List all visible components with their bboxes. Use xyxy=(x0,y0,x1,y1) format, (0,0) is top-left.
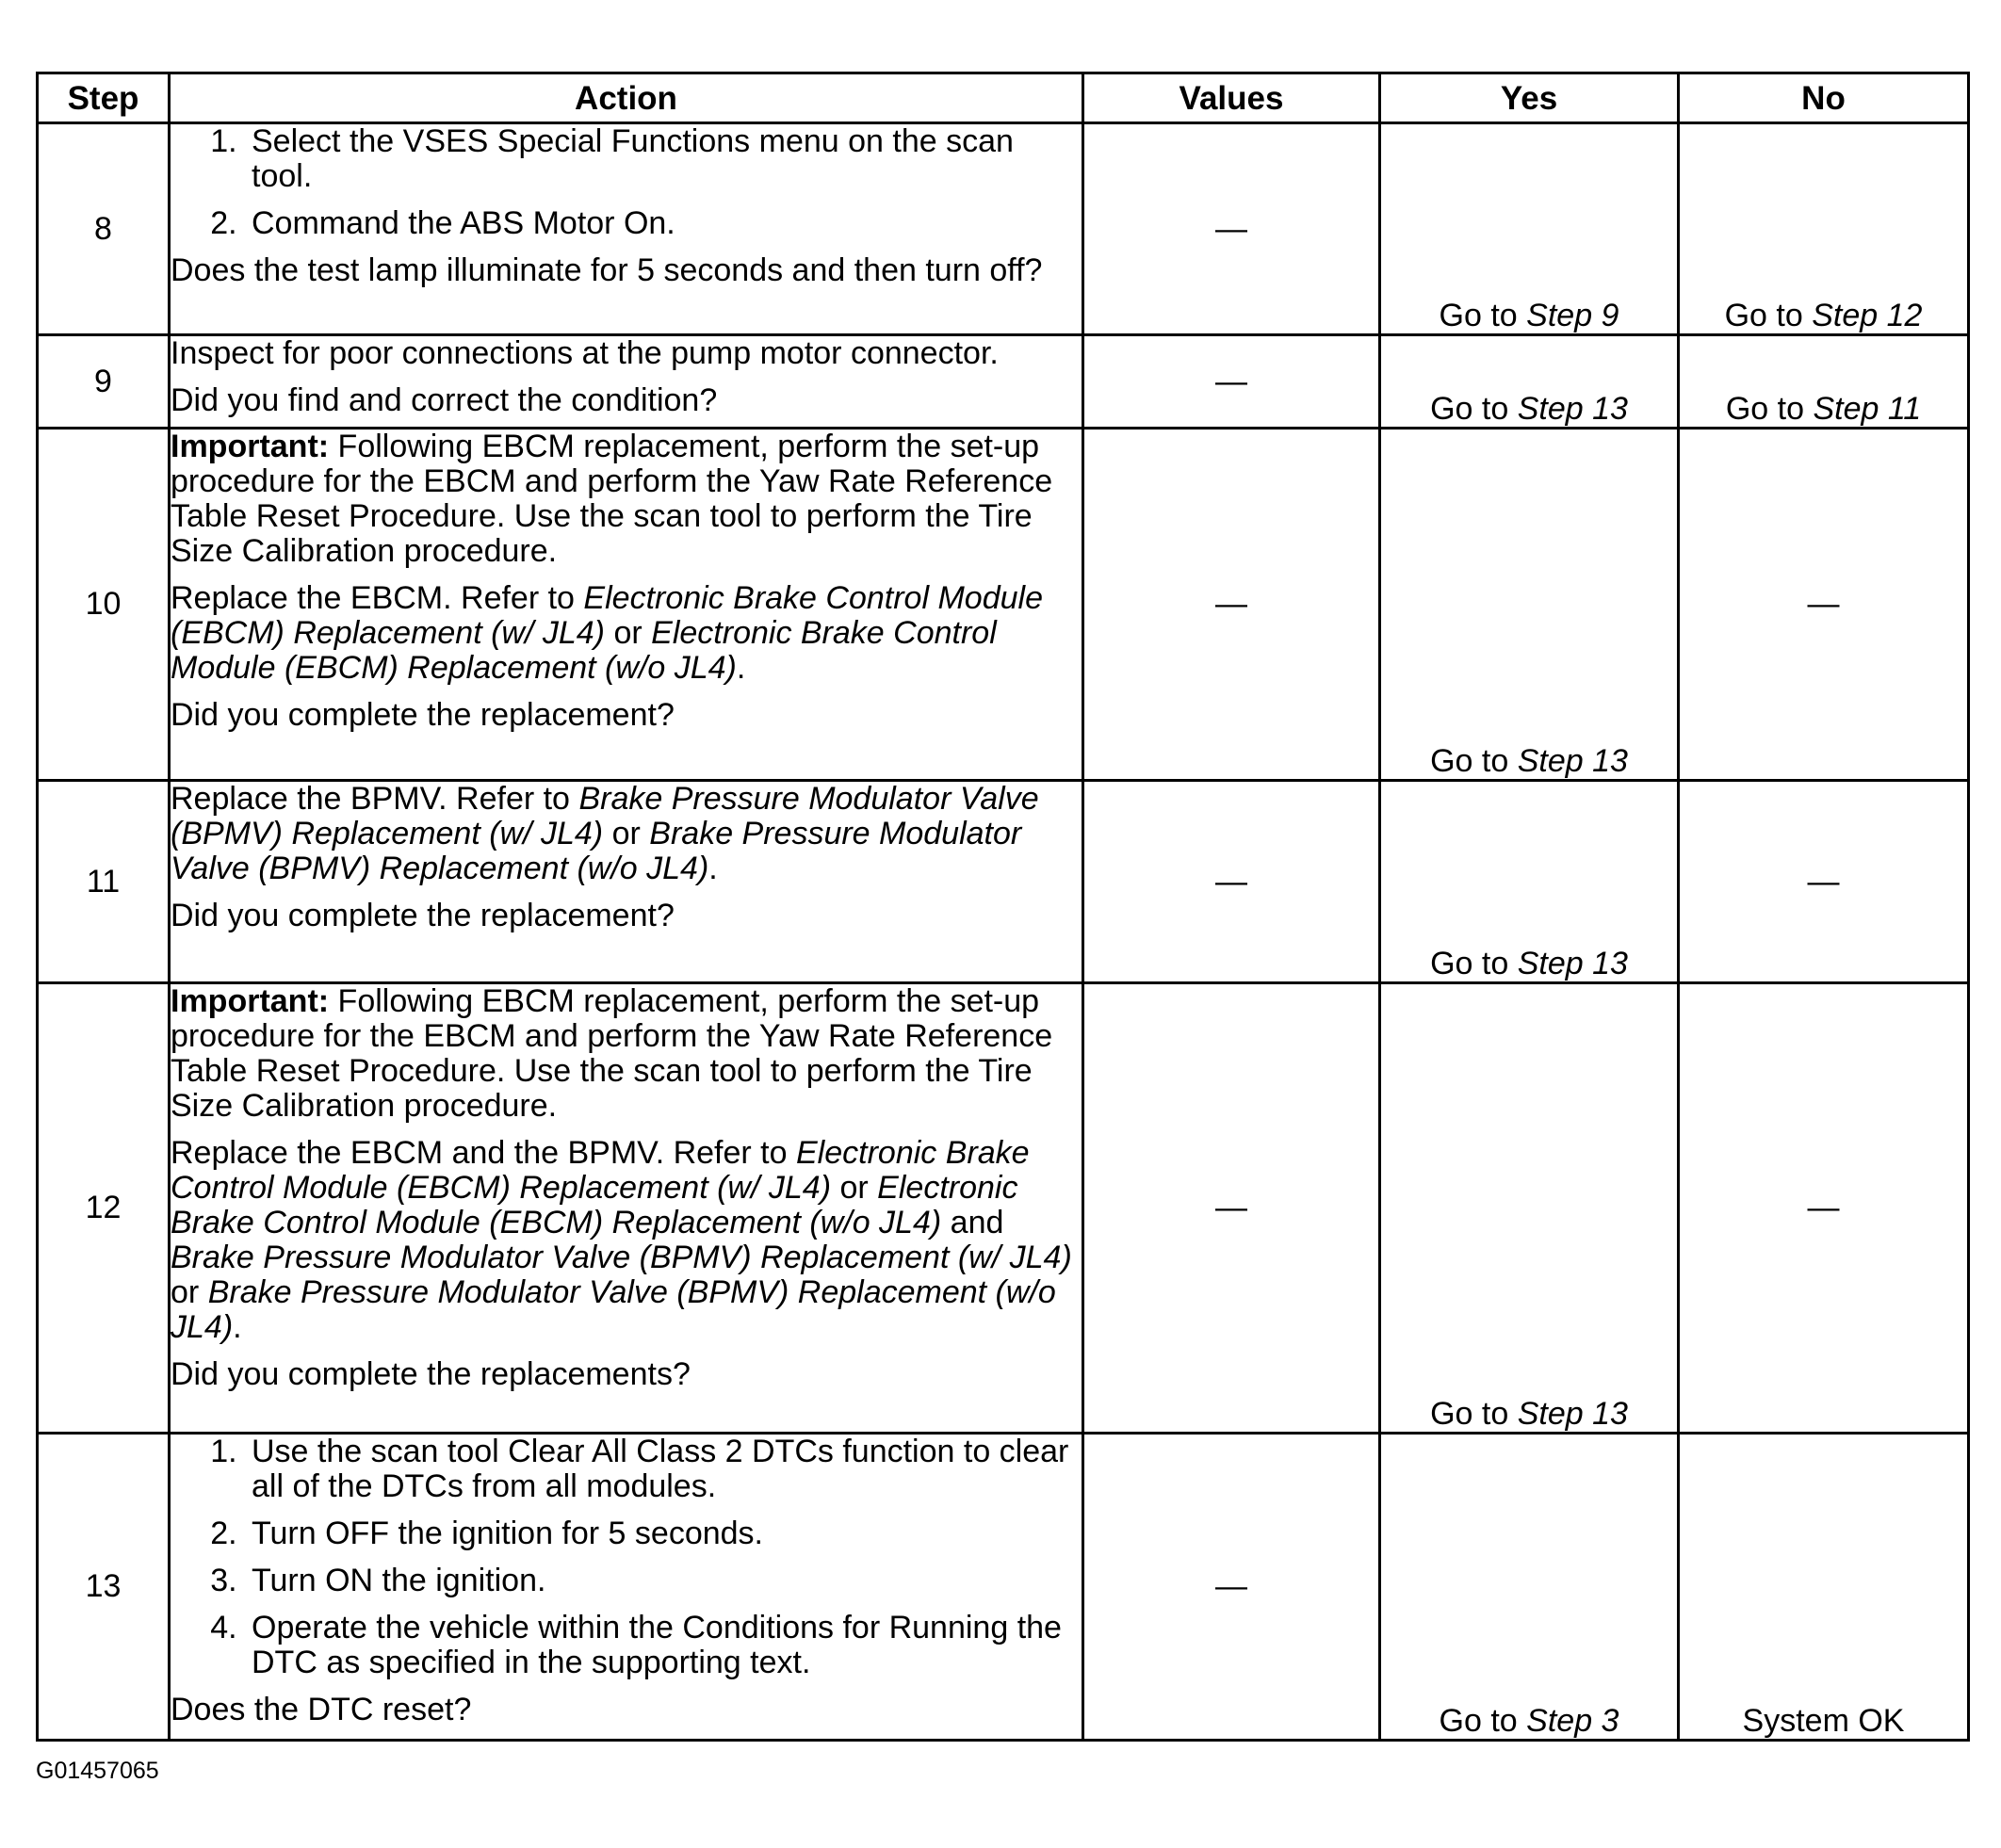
header-yes: Yes xyxy=(1380,73,1679,123)
values-cell: — xyxy=(1083,983,1380,1434)
important-text: Following EBCM replacement, perform the set-up procedure for the EBCM and perform the Yaw Rate Reference Table Reset Procedure. Use the scan tool to perform the Tire Size Calibration procedure. xyxy=(171,983,1053,1124)
no-cell: — xyxy=(1679,983,1969,1434)
question-text: Did you complete the replacement? xyxy=(171,697,675,733)
goto-label: Go to xyxy=(1430,743,1509,779)
values-cell: — xyxy=(1083,123,1380,335)
replace-text: Replace the EBCM and the BPMV. Refer to xyxy=(171,1135,788,1171)
reference-link[interactable]: Electronic Brake Control Module (EBCM) Replacement (w/o JL4) xyxy=(171,1170,1018,1240)
replace-text: Replace the EBCM. Refer to xyxy=(171,580,575,616)
question-text: Does the DTC reset? xyxy=(171,1692,472,1727)
table-row-step-8 xyxy=(38,123,1969,335)
header-values: Values xyxy=(1083,73,1380,123)
no-cell: — xyxy=(1679,429,1969,781)
goto-step-link[interactable]: Step 11 xyxy=(1813,391,1922,427)
action-list-item: 3. Turn ON the ignition. xyxy=(246,1564,1082,1598)
yes-cell[interactable] xyxy=(1380,335,1679,429)
step-number: 9 xyxy=(38,335,170,429)
action-text: Inspect for poor connections at the pump motor connector. xyxy=(171,335,999,371)
diagnostic-table xyxy=(36,72,1970,1742)
step-number: 8 xyxy=(38,123,170,335)
important-label: Important: xyxy=(171,983,330,1019)
action-list-item: 1. Select the VSES Special Functions menu on the scan tool. xyxy=(246,124,1082,194)
yes-cell[interactable] xyxy=(1380,983,1679,1434)
step-number: 10 xyxy=(38,429,170,781)
replace-instruction: Replace the BPMV. Refer to Brake Pressure Modulator Valve (BPMV) Replacement (w/ JL4) or Brake Pressure Modulator Valve (BPMV) Replacement (w/o JL4). xyxy=(171,781,1039,886)
reference-link[interactable]: Electronic Brake Control Module (EBCM) Replacement (w/ JL4) xyxy=(171,1135,1030,1206)
yes-cell[interactable] xyxy=(1380,429,1679,781)
header-no: No xyxy=(1679,73,1969,123)
goto-step-link[interactable]: Step 13 xyxy=(1517,1396,1628,1432)
goto-label: Go to xyxy=(1724,298,1803,333)
goto-label: Go to xyxy=(1430,946,1509,981)
important-note xyxy=(171,430,1082,569)
question-text: Does the test lamp illuminate for 5 seconds and then turn off? xyxy=(171,252,1043,288)
reference-link[interactable]: Brake Pressure Modulator Valve (BPMV) Replacement (w/ JL4) xyxy=(171,1240,1072,1275)
no-cell: — xyxy=(1679,781,1969,983)
goto-label: Go to xyxy=(1439,1703,1518,1739)
action-list xyxy=(171,1435,1082,1680)
values-cell: — xyxy=(1083,429,1380,781)
action-cell xyxy=(170,983,1083,1434)
action-cell xyxy=(170,1434,1083,1741)
values-cell: — xyxy=(1083,781,1380,983)
table-row-step-12 xyxy=(38,983,1969,1434)
yes-cell[interactable] xyxy=(1380,781,1679,983)
step-number: 12 xyxy=(38,983,170,1434)
action-list-item: 2. Command the ABS Motor On. xyxy=(246,206,1082,241)
action-cell xyxy=(170,781,1083,983)
goto-label: Go to xyxy=(1430,391,1509,427)
reference-link[interactable]: Electronic Brake Control Module (EBCM) Replacement (w/o JL4) xyxy=(171,615,997,686)
no-cell[interactable] xyxy=(1679,123,1969,335)
conjunction: or xyxy=(839,1170,869,1206)
header-row xyxy=(38,73,1969,123)
values-cell: — xyxy=(1083,1434,1380,1741)
goto-step-link[interactable]: Step 3 xyxy=(1526,1703,1619,1739)
step-number: 11 xyxy=(38,781,170,983)
goto-label: Go to xyxy=(1725,391,1805,427)
action-list-item: 2. Turn OFF the ignition for 5 seconds. xyxy=(246,1516,1082,1551)
yes-cell[interactable] xyxy=(1380,123,1679,335)
important-text: Following EBCM replacement, perform the set-up procedure for the EBCM and perform the Yaw Rate Reference Table Reset Procedure. Use the scan tool to perform the Tire Size Calibration procedure. xyxy=(171,429,1053,569)
question-text: Did you complete the replacements? xyxy=(171,1356,691,1392)
conjunction: and xyxy=(950,1205,1004,1240)
goto-label: Go to xyxy=(1430,1396,1509,1432)
goto-step-link[interactable]: Step 12 xyxy=(1812,298,1923,333)
action-list xyxy=(171,124,1082,241)
step-number: 13 xyxy=(38,1434,170,1741)
goto-step-link[interactable]: Step 13 xyxy=(1517,946,1628,981)
action-list-item: 1. Use the scan tool Clear All Class 2 DTCs function to clear all of the DTCs from all modules. xyxy=(246,1435,1082,1504)
goto-label: Go to xyxy=(1439,298,1518,333)
question-text: Did you complete the replacement? xyxy=(171,898,675,933)
yes-cell[interactable] xyxy=(1380,1434,1679,1741)
table-row-step-13 xyxy=(38,1434,1969,1741)
goto-step-link[interactable]: Step 13 xyxy=(1517,391,1628,427)
no-cell[interactable] xyxy=(1679,335,1969,429)
conjunction: or xyxy=(613,615,643,651)
goto-step-link[interactable]: Step 9 xyxy=(1526,298,1619,333)
header-step: Step xyxy=(38,73,170,123)
action-cell xyxy=(170,123,1083,335)
header-action: Action xyxy=(170,73,1083,123)
values-cell: — xyxy=(1083,335,1380,429)
reference-link[interactable]: Brake Pressure Modulator Valve (BPMV) Replacement (w/o JL4) xyxy=(171,1274,1056,1345)
action-list-item: 4. Operate the vehicle within the Conditions for Running the DTC as specified in the supporting text. xyxy=(246,1611,1082,1680)
reference-link[interactable]: Electronic Brake Control Module (EBCM) Replacement (w/ JL4) xyxy=(171,580,1043,651)
conjunction: or xyxy=(611,816,641,851)
table-row-step-10 xyxy=(38,429,1969,781)
figure-id: G01457065 xyxy=(36,1758,159,1784)
goto-step-link[interactable]: Step 13 xyxy=(1517,743,1628,779)
conjunction: or xyxy=(171,1274,200,1310)
reference-link[interactable]: Brake Pressure Modulator Valve (BPMV) Replacement (w/ JL4) xyxy=(171,781,1039,851)
important-note xyxy=(171,984,1082,1124)
replace-text: Replace the BPMV. Refer to xyxy=(171,781,570,817)
action-cell xyxy=(170,429,1083,781)
table-row-step-9 xyxy=(38,335,1969,429)
reference-link[interactable]: Brake Pressure Modulator Valve (BPMV) Replacement (w/o JL4) xyxy=(171,816,1022,886)
action-cell xyxy=(170,335,1083,429)
important-label: Important: xyxy=(171,429,330,464)
replace-instruction: Replace the EBCM. Refer to Electronic Brake Control Module (EBCM) Replacement (w/ JL4) or Electronic Brake Control Module (EBCM) Replacement (w/o JL4). xyxy=(171,580,1043,686)
table-row-step-11 xyxy=(38,781,1969,983)
question-text: Did you find and correct the condition? xyxy=(171,382,718,418)
replace-instruction: Replace the EBCM and the BPMV. Refer to Electronic Brake Control Module (EBCM) Replacement (w/ JL4) or Electronic Brake Control Module (EBCM) Replacement (w/o JL4) and Brake Pressure Modulator Valve (BPMV) Replacement (w/ JL4) or Brake Pressure Modulator Valve (BPMV) Replacement (w/o JL4). xyxy=(171,1135,1072,1345)
no-cell: System OK xyxy=(1679,1434,1969,1741)
